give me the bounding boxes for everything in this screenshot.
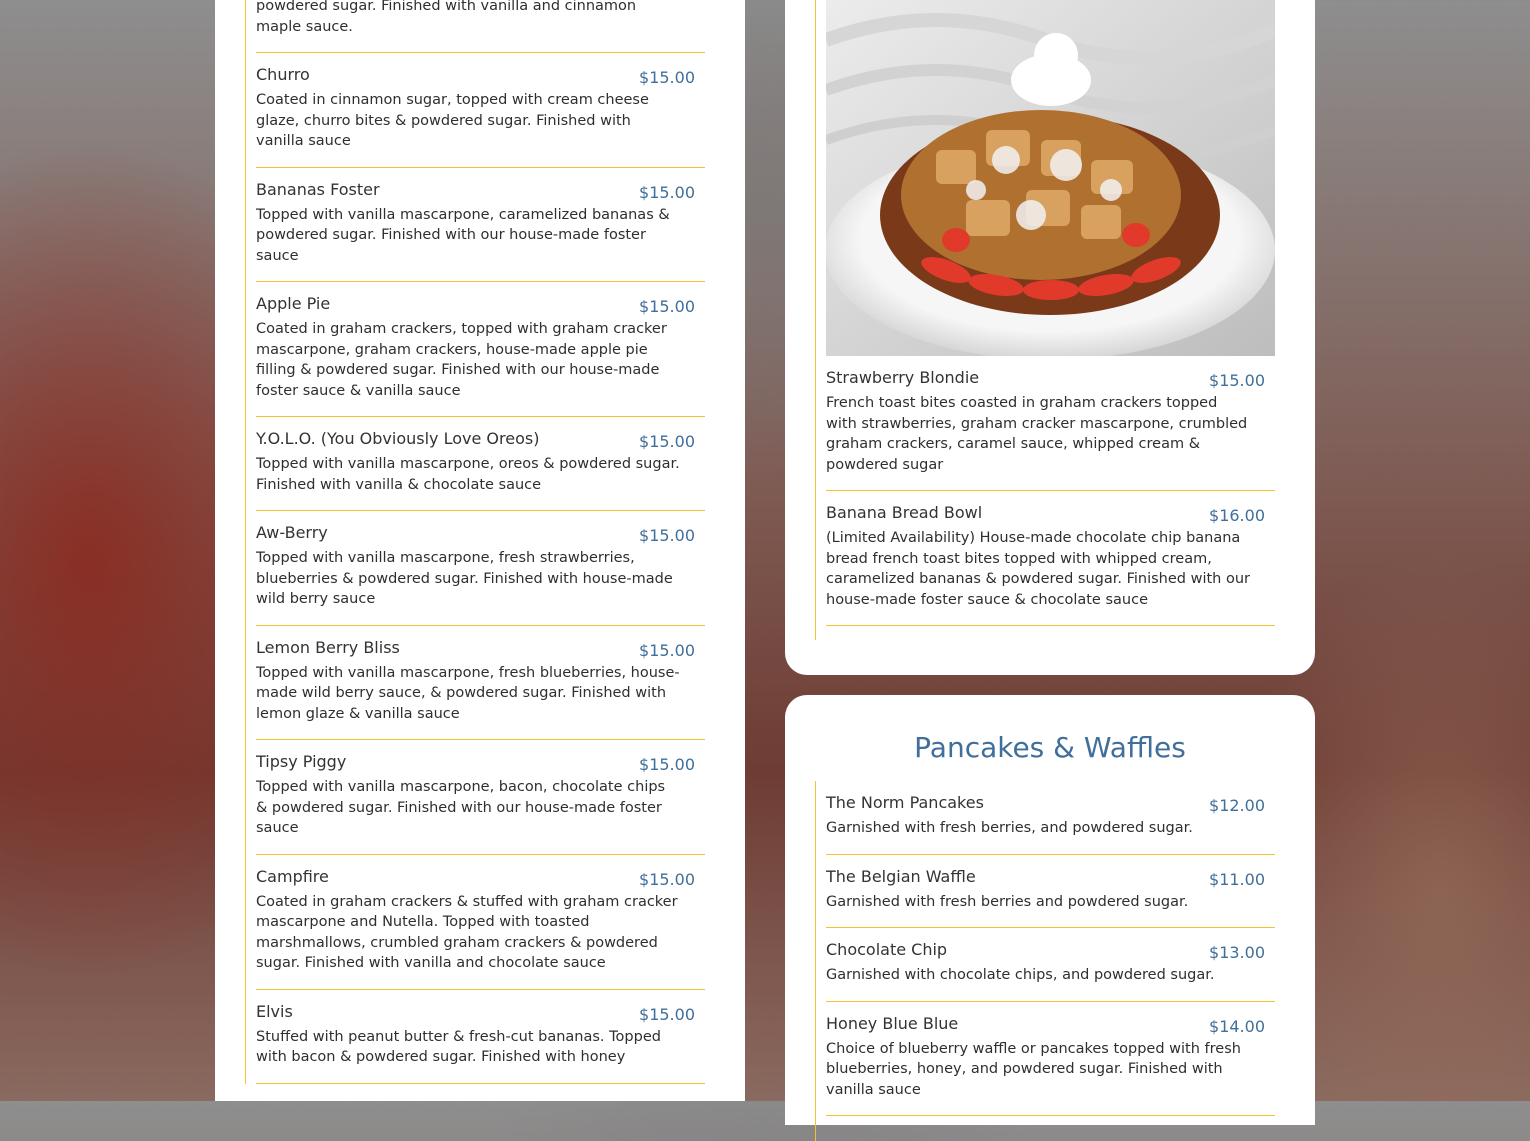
item-price: $14.00 <box>1209 1016 1265 1036</box>
item-name: Lemon Berry Bliss <box>256 637 400 657</box>
item-name: Elvis <box>256 1001 293 1021</box>
item-description: Coated in graham crackers, topped with graham cracker mascarpone, graham crackers, house-made apple pie filling & powdered sugar. Finished with our house-made foster sauce & vanilla sauce <box>256 321 667 399</box>
item-description: Topped with vanilla mascarpone, caramelized bananas & powdered sugar. Finished with our house-made foster sauce <box>256 206 670 264</box>
left-menu-list <box>245 0 705 1084</box>
item-price: $15.00 <box>639 640 695 660</box>
menu-item[interactable] <box>826 928 1275 1002</box>
french-toast-bites-photo-icon <box>826 0 1275 356</box>
french-toast-photo <box>826 0 1275 356</box>
item-price: $15.00 <box>639 68 695 87</box>
item-price: $15.00 <box>1209 371 1265 390</box>
item-name: Apple Pie <box>256 294 331 313</box>
item-description: Garnished with chocolate chips, and powdered sugar. <box>826 967 1215 983</box>
menu-item <box>256 0 705 53</box>
menu-item[interactable] <box>826 781 1275 855</box>
item-description: Coated in graham crackers & stuffed with graham cracker mascarpone and Nutella. Topped with toasted marshmallows, crumbled graham crackers & powdered sugar. Finished with vanilla and chocolate sauce <box>256 893 678 971</box>
menu-item[interactable] <box>826 356 1275 491</box>
item-name: Honey Blue Blue <box>826 1013 959 1033</box>
item-name: Bananas Foster <box>256 179 380 199</box>
right-top-menu-panel <box>785 0 1315 675</box>
item-name: Tipsy Piggy <box>256 752 347 771</box>
item-price: $15.00 <box>639 755 695 774</box>
item-name: Campfire <box>256 866 329 886</box>
item-description: Topped with vanilla mascarpone, fresh strawberries, blueberries & powdered sugar. Finished with house-made wild berry sauce <box>256 550 673 607</box>
item-price: $15.00 <box>639 432 695 451</box>
item-name: The Norm Pancakes <box>826 793 984 812</box>
item-price: $12.00 <box>1209 796 1265 815</box>
menu-item[interactable] <box>256 511 705 626</box>
item-name: Y.O.L.O. (You Obviously Love Oreos) <box>256 429 540 448</box>
item-description: Garnished with fresh berries and powdered sugar. <box>826 893 1189 910</box>
item-price: $15.00 <box>639 526 695 545</box>
item-description: Topped with vanilla mascarpone, fresh blueberries, house-made wild berry sauce, & powdered sugar. Finished with lemon glaze & vanilla sauce <box>256 664 680 722</box>
item-description: Garnished with fresh berries, and powdered sugar. <box>826 820 1193 836</box>
item-price: $13.00 <box>1209 943 1265 962</box>
item-price: $15.00 <box>639 297 695 316</box>
item-name: Strawberry Blondie <box>826 368 980 387</box>
item-name: Banana Bread Bowl <box>826 503 983 522</box>
right-bottom-menu-panel <box>785 695 1315 1125</box>
item-description: Topped with vanilla mascarpone, bacon, chocolate chips & powdered sugar. Finished with our house-made foster sauce <box>256 779 666 836</box>
right-top-menu-list <box>815 0 1275 640</box>
menu-item[interactable] <box>256 282 705 417</box>
item-description: (Limited Availability) House-made chocolate chip banana bread french toast bites topped with whipped cream, caramelized bananas & powdered sugar. Finished with our house-made foster sauce & chocolate sauce <box>826 530 1250 608</box>
item-description: Stuffed with peanut butter & fresh-cut bananas. Topped with bacon & powdered sugar. Finished with honey <box>256 1028 661 1065</box>
menu-item[interactable] <box>256 168 705 283</box>
item-name: Churro <box>256 65 310 84</box>
pancakes-waffles-list <box>815 781 1275 1141</box>
menu-item[interactable] <box>826 491 1275 626</box>
menu-item[interactable] <box>256 53 705 168</box>
menu-item[interactable] <box>256 417 705 511</box>
menu-item[interactable] <box>256 740 705 855</box>
item-price: $16.00 <box>1209 506 1265 525</box>
item-price: $15.00 <box>639 182 695 202</box>
item-name: The Belgian Waffle <box>826 866 976 886</box>
left-menu-panel <box>215 0 745 1101</box>
menu-item[interactable] <box>826 1002 1275 1117</box>
menu-item[interactable] <box>256 626 705 741</box>
item-price: $15.00 <box>639 869 695 889</box>
item-name: Aw-Berry <box>256 523 328 542</box>
item-description: Topped with vanilla mascarpone, oreos & powdered sugar. Finished with vanilla & chocolate sauce <box>256 456 680 493</box>
menu-item[interactable] <box>256 990 705 1084</box>
menu-item[interactable] <box>826 855 1275 929</box>
item-description: powdered sugar. Finished with vanilla and cinnamon maple sauce. <box>256 0 637 35</box>
section-title: Pancakes & Waffles <box>914 731 1186 764</box>
item-description: French toast bites coasted in graham crackers topped with strawberries, graham cracker mascarpone, crumbled graham crackers, caramel sauce, whipped cream & powdered sugar <box>826 395 1248 473</box>
item-name: Chocolate Chip <box>826 940 948 959</box>
menu-item[interactable] <box>256 855 705 990</box>
item-description: Coated in cinnamon sugar, topped with cream cheese glaze, churro bites & powdered sugar. Finished with vanilla sauce <box>256 92 649 149</box>
item-description: Choice of blueberry waffle or pancakes topped with fresh blueberries, honey, and powdered sugar. Finished with vanilla sauce <box>826 1040 1241 1098</box>
item-price: $15.00 <box>639 1004 695 1024</box>
item-price: $11.00 <box>1209 869 1265 889</box>
